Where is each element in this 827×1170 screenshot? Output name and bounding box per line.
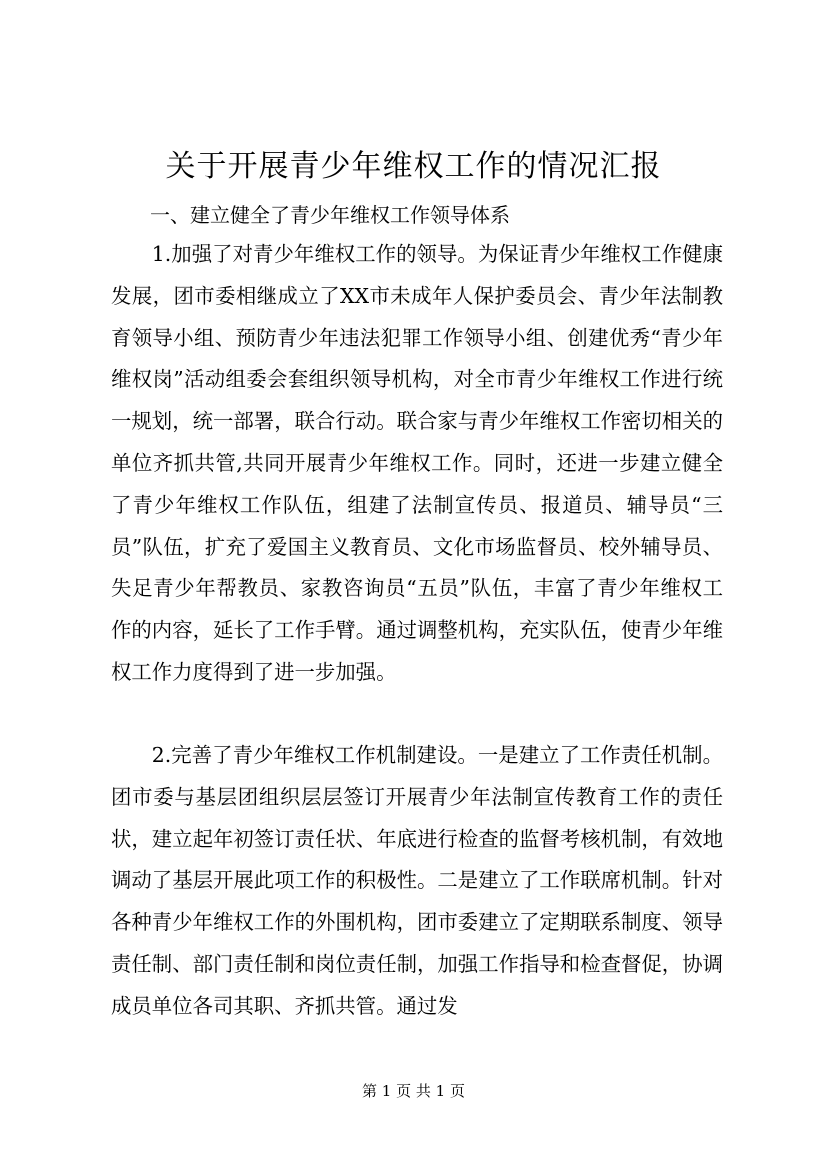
- section-heading: 一、建立健全了青少年维权工作领导体系: [150, 203, 510, 227]
- body-paragraph-2: 2.完善了青少年维权工作机制建设。一是建立了工作责任机制。团市委与基层团组织层层签订开展青少年法制宣传教育工作的责任状，建立起年初签订责任状、年底进行检查的监督考核机制，有效地调动了基层开展此项工作的积极性。二是建立了工作联席机制。针对各种青少年维权工作的外围机构，团市委建立了定期联系制度、领导责任制、部门责任制和岗位责任制，加强工作指导和检查督促，协调成员单位各司其职、齐抓共管。通过发: [111, 743, 723, 1018]
- document-title: 关于开展青少年维权工作的情况汇报: [165, 149, 662, 184]
- page-footer: 第 1 页 共 1 页: [362, 1082, 465, 1100]
- body-paragraph-1: 1.加强了对青少年维权工作的领导。为保证青少年维权工作健康发展，团市委相继成立了XX市未成年人保护委员会、青少年法制教育领导小组、预防青少年违法犯罪工作领导小组、创建优秀“青少年维权岗”活动组委会套组织领导机构，对全市青少年维权工作进行统一规划，统一部署，联合行动。联合家与青少年维权工作密切相关的单位齐抓共管,共同开展青少年维权工作。同时，还进一步建立健全了青少年维权工作队伍，组建了法制宣传员、报道员、辅导员“三员”队伍，扩充了爱国主义教育员、文化市场监督员、校外辅导员、失足青少年帮教员、家教咨询员“五员”队伍，丰富了青少年维权工作的内容，延长了工作手臂。通过调整机构，充实队伍，使青少年维权工作力度得到了进一步加强。: [111, 242, 723, 684]
